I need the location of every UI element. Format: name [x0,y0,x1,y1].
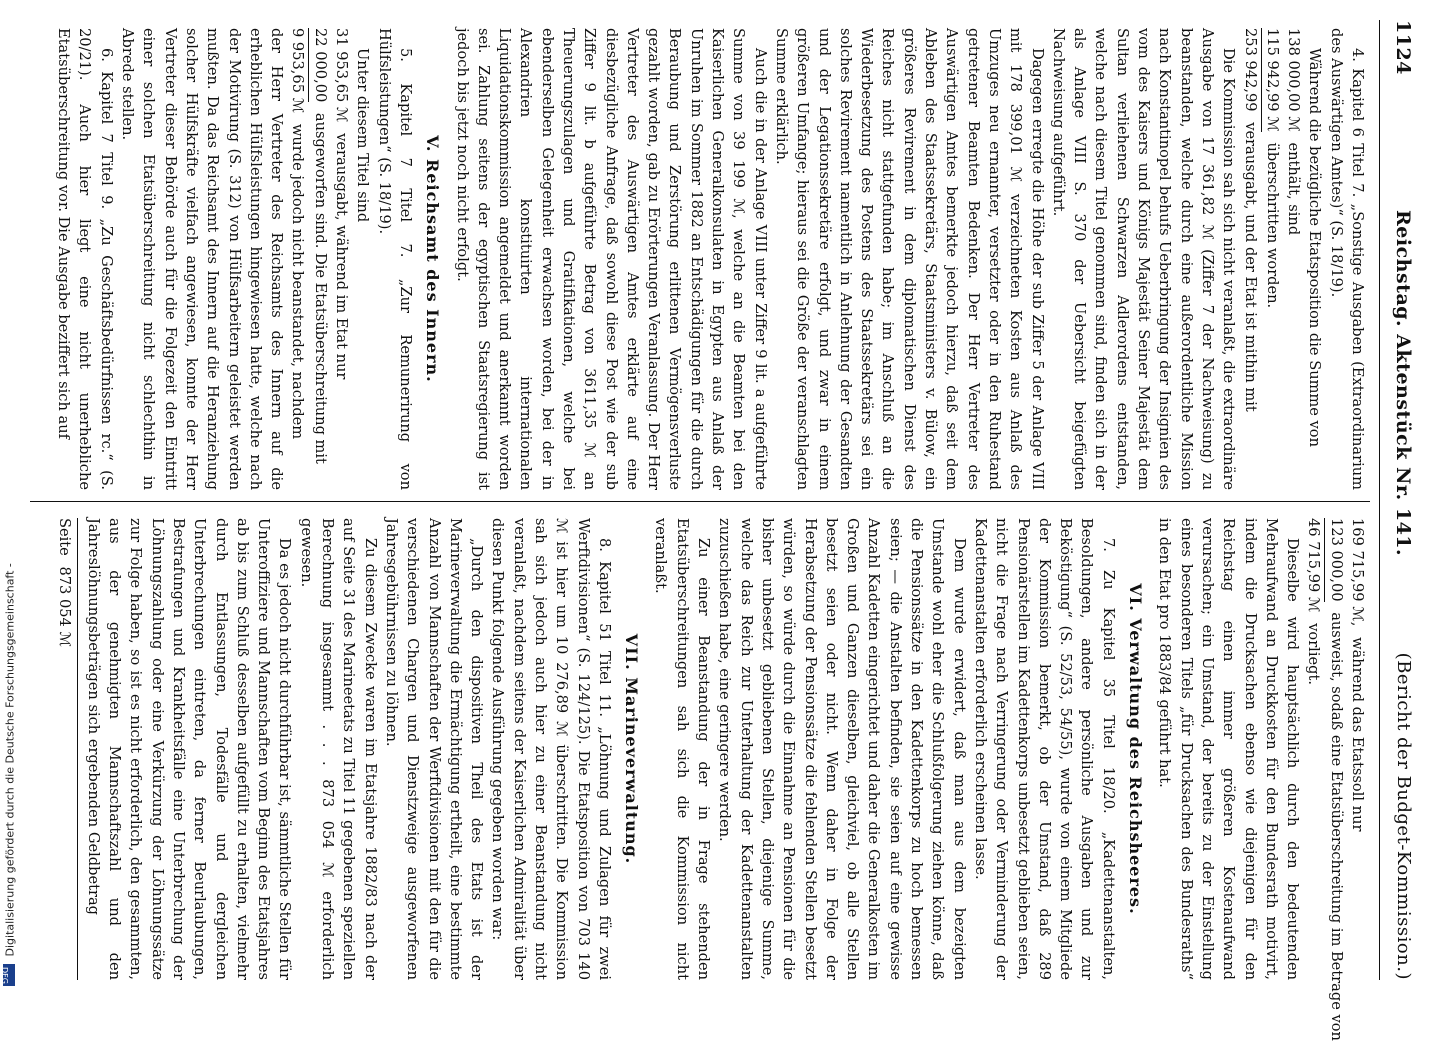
paragraph: Dieselbe wird hauptsächlich durch den bedeutenden Mehraufwand an Druckkosten für den Bundesrath motivirt, indem die Drucksachen ebenso wie diejenigen für den Reichstag einen immer größeren Kostenaufwand verursachen; ein Umstand, der bereits zu der Einstellung eines besonderen Titels „für Drucksachen des Bundesraths“ in den Etat pro 1883/84 geführt hat. [1156,518,1302,980]
amount-line: 123 000,00 ausweist, sodaß eine Etatsüberschreitung im Betrage von [1324,518,1346,980]
left-column [53,28,1368,490]
paragraph: Zu diesem Zwecke waren im Etatsjahre 1882/83 nach der auf Seite 31 des Marineetats zu Titel 11 gegebenen speziellen Berechnung insgesammt . . . 873 054 ℳ erforderlich gewesen. [297,518,379,980]
header-subtitle: (Bericht der Budget-Kommission.) [1393,652,1414,980]
paragraph: 4. Kapitel 6 Titel 7. „Sonstige Ausgaben (Extraordinarium des Auswärtigen Amtes)“ (S. 18/19). [1327,28,1366,490]
paragraph: 5. Kapitel 7 Titel 7. „Zur Remunerirung von Hülfsleistungen“ (S. 18/19). [375,28,414,490]
paragraph: Dem wurde erwidert, daß man aus dem bezeigten Umstande wohl eher die Schlußfolgerung ziehen könne, daß die Pensionssätze in den Kadettenkorps zu hoch bemessen seien; — die Anstalten befinden, sie seien auf eine gewisse Anzahl Kadetten eingerichtet und daher die Generalkosten im Großen und Ganzen dieselben, gleichviel, ob alle Stellen besetzt seien oder nicht. Wenn daher in Folge der Herabsetzung der Pensionssätze die fehlenden Stellen besetzt würden, so würde durch die Einnahme an Pensionen für die bisher unbesetzt gebliebenen Stellen, diejenige Summe, welche das Reich zur Unterhaltung der Kadettenanstalten zuzuschießen habe, eine geringere werden. [716,518,968,980]
amount-line: 9 953,65 ℳ wurde jedoch nicht beanstandet, nachdem [289,28,307,440]
paragraph: Da es jedoch nicht durchführbar ist, sämmtliche Stellen für Unteroffiziere und Mannschaften vom Beginn des Etatsjahres ab bis zum Schluß desselben aufgefüllt zu erhalten, vielmehr durch Entlassungen, Todesfälle und dergleichen Unterbrechungen eintreten, da ferner Beurlaubungen, Bestrafungen und Krankheitsfälle eine Unterbrechung der Löhnungszahlung oder eine Verkürzung der Löhnungssätze zur Folge haben, so ist es nicht erforderlich, den gesammten, aus der genehmigten Mannschaftszahl und den Jahreslöhnungsbeträgen sich ergebenden Geldbetrag [84,518,294,980]
paragraph: Auch die in der Anlage VIII unter Ziffer 9 lit. a aufgeführte Summe von 39 199 ℳ, welche an die Beamten bei den Kaiserlichen Generalkonsulaten in Egypten aus Anlaß der Unruhen im Sommer 1882 an Entschädigungen für die durch Beraubung und Zerstörung erlittenen Vermögensverluste gezahlt worden, gab zu Erörterungen Veranlassung. Der Herr Vertreter des Auswärtigen Amtes erklärte auf eine diesbezügliche Anfrage, daß sowohl diese Post wie der sub Ziffer 9 lit. b aufgeführte Betrag von 3611,35 ℳ an Theuerungszulagen und Gratifikationen, welche bei ebenderselben Gelegenheit erwachsen worden, bei der in Alexandrien konstituirten internationalen Liquidationskommission angemeldet und anerkannt worden sei. Zahlung seitens der egyptischen Staatsregierung ist jedoch bis jetzt noch nicht erfolgt. [453,28,769,490]
amount-line: 253 942,99 verausgabt, und der Etat ist mithin mit [1241,28,1259,412]
paragraph: Während die bezügliche Etatsposition die Summe von [1306,48,1324,447]
paragraph: „Durch den dispositiven Theil des Etats ist der Marineverwaltung die Ermächtigung ertheilt, eine bestimmte Anzahl von Mannschaften der Werftdivisionen mit den für die verschiedenen Chargen und Dienstzweige ausgeworfenen Jahresgebührnissen zu löhnen. [382,518,486,980]
paragraph: 7. Zu Kapitel 35 Titel 18/20. „Kadettenanstalten, Besoldungen, andere persönliche Ausgaben und zur Beköstigung“ (S. 52/53, 54/55), wurde von einem Mitgliede der Kommission bemerkt, ob der Umstand, daß 289 Pensionärstellen im Kadettenkorps unbesetzt geblieben seien, nicht die Frage nach Verringerung oder Verminderung der Kadettenanstalten erforderlich erscheinen lasse. [971,518,1117,980]
carry-over-line: Seite 873 054 ℳ [54,518,78,980]
running-header [1380,20,1420,980]
paragraph: Dagegen erregte die Höhe der sub Ziffer 5 der Anlage VIII mit 178 399,01 ℳ verzeichneten Kosten aus Anlaß des Umzuges neu ernannter, versetzter oder in den Ruhestand getretener Beamten Bedenken. Der Herr Vertreter des Auswärtigen Amtes bemerkte jedoch hierzu, daß seit dem Ableben des Staatssekretärs, Staatsministers v. Bülow, ein größeres Revirement in dem diplomatischen Dienst des Reiches nicht stattgefunden habe; im Anschluß an die Wiederbesetzung des Postens des Staatssekretärs sei ein solches Revirement namentlich in Anlehnung der Gesandten und der Legationssekretäre erfolgt, und zwar in einem größeren Umfange; hieraus sei die Größe der veranschlagten Summe erklärlich. [772,28,1046,490]
paragraph: Unter diesem Titel sind [354,48,372,223]
paragraph: Zu einer Beanstandung der in Frage stehenden Etatsüberschreitungen sah sich die Kommission nicht veranlaßt. [652,518,713,980]
amount-line: 115 942,99 ℳ überschritten worden. [1261,28,1283,490]
section-heading: V. Reichsamt des Innern. [423,135,443,383]
section-heading: VI. Verwaltung des Reichsheeres. [1126,583,1146,915]
section-heading: VII. Marineverwaltung. [622,633,642,865]
amount-line: 31 953,65 ℳ verausgabt, während im Etat nur [333,28,351,380]
amount-line: 138 000,00 ℳ enthält, sind [1285,28,1303,236]
paragraph: der Herr Vertreter des Reichsamts des Innern auf die erheblichen Hülfsleistungen hingewiesen hatte, welche nach der Motivirung (S. 312) von Hülfsarbeitern geleistet werden mußten. Da das Reichsamt des Innern auf die Heranziehung solcher Hülfskräfte vielfach angewiesen, konnte der Herr Vertreter dieser Behörde auch für die Folgezeit den Eintritt einer solchen Etatsüberschreitung nicht schlechthin in Abrede stellen. [119,28,286,490]
amount-line: 46 715,99 ℳ vorliegt. [1305,518,1323,685]
page-number: 1124 [1392,20,1414,75]
amount-line: 22 000,00 ausgeworfen sind. Die Etatsüberschreitung mit [308,28,330,490]
digitization-credit: Digitalisierung gefördert durch die Deutsche Forschungsgemeinschaft - [3,563,17,957]
amount-line: 169 715,99 ℳ, während das Etatssoll nur [1349,518,1366,832]
paragraph: 8. Kapitel 51 Titel 11. „Löhnung und Zulagen für zwei Werftdivisionen“ (S. 124/125). Die Etatsposition von 703 140 ℳ ist hier um 10 276,89 ℳ überschritten. Die Kommission sah sich jedoch auch hier zu einer Beanstandung nicht veranlaßt, nachdem seitens der Kaiserlichen Admiralität über diesen Punkt folgende Ausführung gegeben worden war: [489,518,613,980]
paragraph: 6. Kapitel 7 Titel 9. „Zu Geschäftsbedürfnissen rc.“ (S. 20/21). Auch hier liegt eine nicht unerhebliche Etatsüberschreitung vor. Die Ausgabe beziffert sich auf [55,28,115,490]
dfg-logo: DFG [3,964,15,986]
right-column [54,518,1368,1041]
paragraph: Die Kommission sah sich nicht veranlaßt, die extraordinäre Ausgabe von 17 361,82 ℳ (Ziffer 7 der Nachweisung) zu beanstanden, welche durch eine außerordentliche Mission nach Konstantinopel behufs Ueberbringung der Insignien des vom des Kaisers und Königs Majestät Seiner Majestät dem Sultan verliehenen Schwarzen Adlerordens entstanden, welche nach diesem Titel genommen sind, finden sich in der als Anlage VIII S. 370 der Uebersicht beigefügten Nachweisung aufgeführt. [1049,28,1238,490]
header-title: Reichstag. Aktenstück Nr. 141. [1392,210,1414,557]
column-divider [30,501,1370,502]
header-rule [1379,20,1380,980]
